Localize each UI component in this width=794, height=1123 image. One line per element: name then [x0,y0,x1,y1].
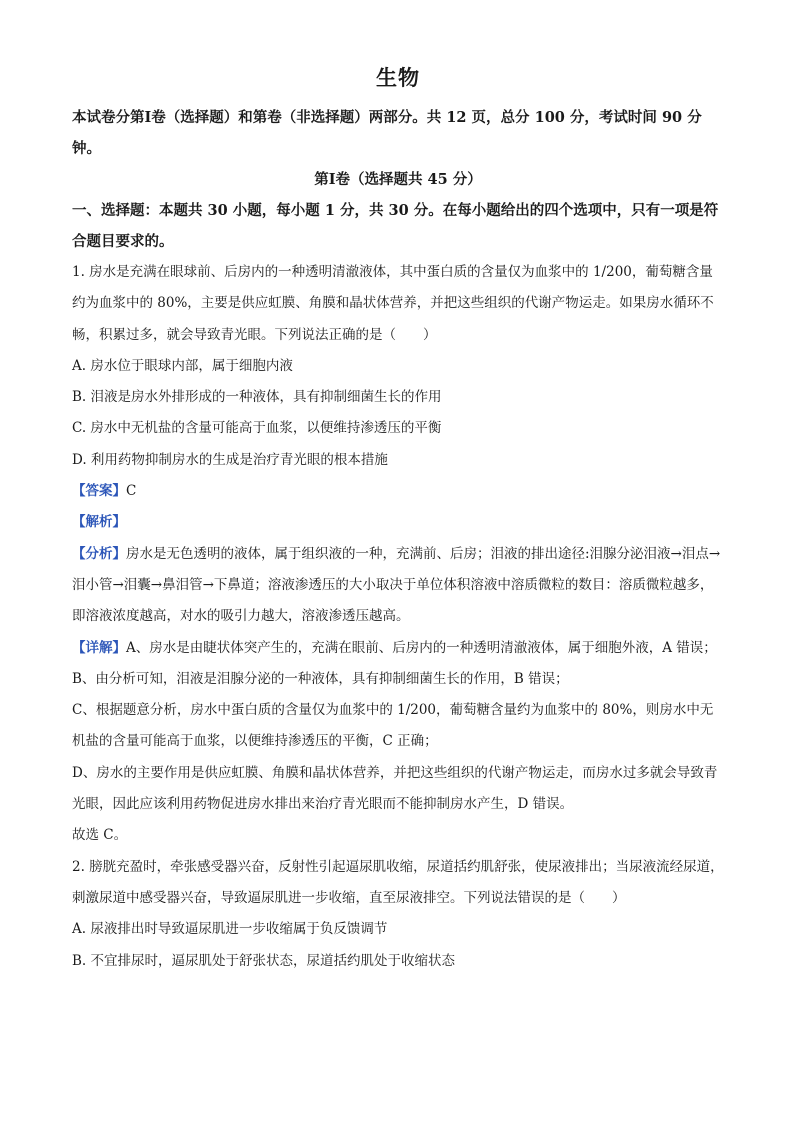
question-1-answer [72,476,724,507]
answer-tag: 【答案】 [72,483,126,500]
question-2-option-a: A. 尿液排出时导致逼尿肌进一步收缩属于负反馈调节 [72,921,388,938]
question-1 [72,257,724,852]
question-2-option-b: B. 不宜排尿时，逼尿肌处于舒张状态，尿道括约肌处于收缩状态 [72,952,456,969]
document-page [72,62,724,977]
question-1-detail-b: B、由分析可知，泪液是泪腺分泌的一种液体，具有抑制细菌生长的作用，B 错误； [72,670,569,687]
analysis-text: 房水是无色透明的液体，属于组织液的一种，充满前、后房；泪液的排出途径:泪腺分泌泪液→泪点→泪小管→泪囊→鼻泪管→下鼻道；溶液渗透压的大小取决于单位体积溶液中溶质微粒的数目：溶质微粒越多，即溶液浓度越高，对水的吸引力越大，溶液渗透压越高。 [72,545,721,625]
document-title: 生物 [376,65,420,90]
detail-tag: 【详解】 [72,639,126,656]
question-1-detail-a [72,633,724,664]
section1-heading: 一、选择题：本题共 30 小题，每小题 1 分，共 30 分。在每小题给出的四个选项中，只有一项是符合题目要求的。 [72,202,719,250]
question-1-analysis [72,539,724,633]
exam-intro: 本试卷分第Ⅰ卷（选择题）和第卷（非选择题）两部分。共 12 页，总分 100 分，考试时间 90 分钟。 [72,109,702,157]
question-1-detail-d: D、房水的主要作用是供应虹膜、角膜和晶状体营养，并把这些组织的代谢产物运走，而房水过多就会导致青光眼，因此应该利用药物促进房水排出来治疗青光眼而不能抑制房水产生，D 错误。 [72,764,718,813]
question-1-option-b: B. 泪液是房水外排形成的一种液体，具有抑制细菌生长的作用 [72,389,442,406]
question-1-stem: 1. 房水是充满在眼球前、后房内的一种透明清澈液体，其中蛋白质的含量仅为血浆中的 1/200，葡萄糖含量约为血浆中的 80%，主要是供应虹膜、角膜和晶状体营养，并把这些组织的代谢产物运走。如果房水循环不畅，积累过多，就会导致青光眼。下列说法正确的是（ ） [72,264,714,343]
question-1-conclusion: 故选 C。 [72,827,128,844]
question-2-stem: 2. 膀胱充盈时，牵张感受器兴奋，反射性引起逼尿肌收缩，尿道括约肌舒张，使尿液排出；当尿液流经尿道，刺激尿道中感受器兴奋，导致逼尿肌进一步收缩，直至尿液排空。下列说法错误的是（ ） [72,858,724,906]
question-1-explain [72,507,724,538]
question-2 [72,852,724,977]
analysis-tag: 【分析】 [72,545,126,562]
detail-a-text: A、房水是由睫状体突产生的，充满在眼前、后房内的一种透明清澈液体，属于细胞外液，A 错误； [126,639,717,656]
answer-value: C [126,483,137,500]
explain-tag: 【解析】 [72,514,126,531]
question-1-detail-c: C、根据题意分析，房水中蛋白质的含量仅为血浆中的 1/200，葡萄糖含量约为血浆中的 80%，则房水中无机盐的含量可能高于血浆，以便维持渗透压的平衡，C 正确； [72,702,714,750]
question-1-option-d: D. 利用药物抑制房水的生成是治疗青光眼的根本措施 [72,451,388,468]
question-1-option-c: C. 房水中无机盐的含量可能高于血浆，以便维持渗透压的平衡 [72,420,442,437]
question-1-option-a: A. 房水位于眼球内部，属于细胞内液 [72,357,293,374]
part1-heading: 第Ⅰ卷（选择题共 45 分） [314,171,482,188]
